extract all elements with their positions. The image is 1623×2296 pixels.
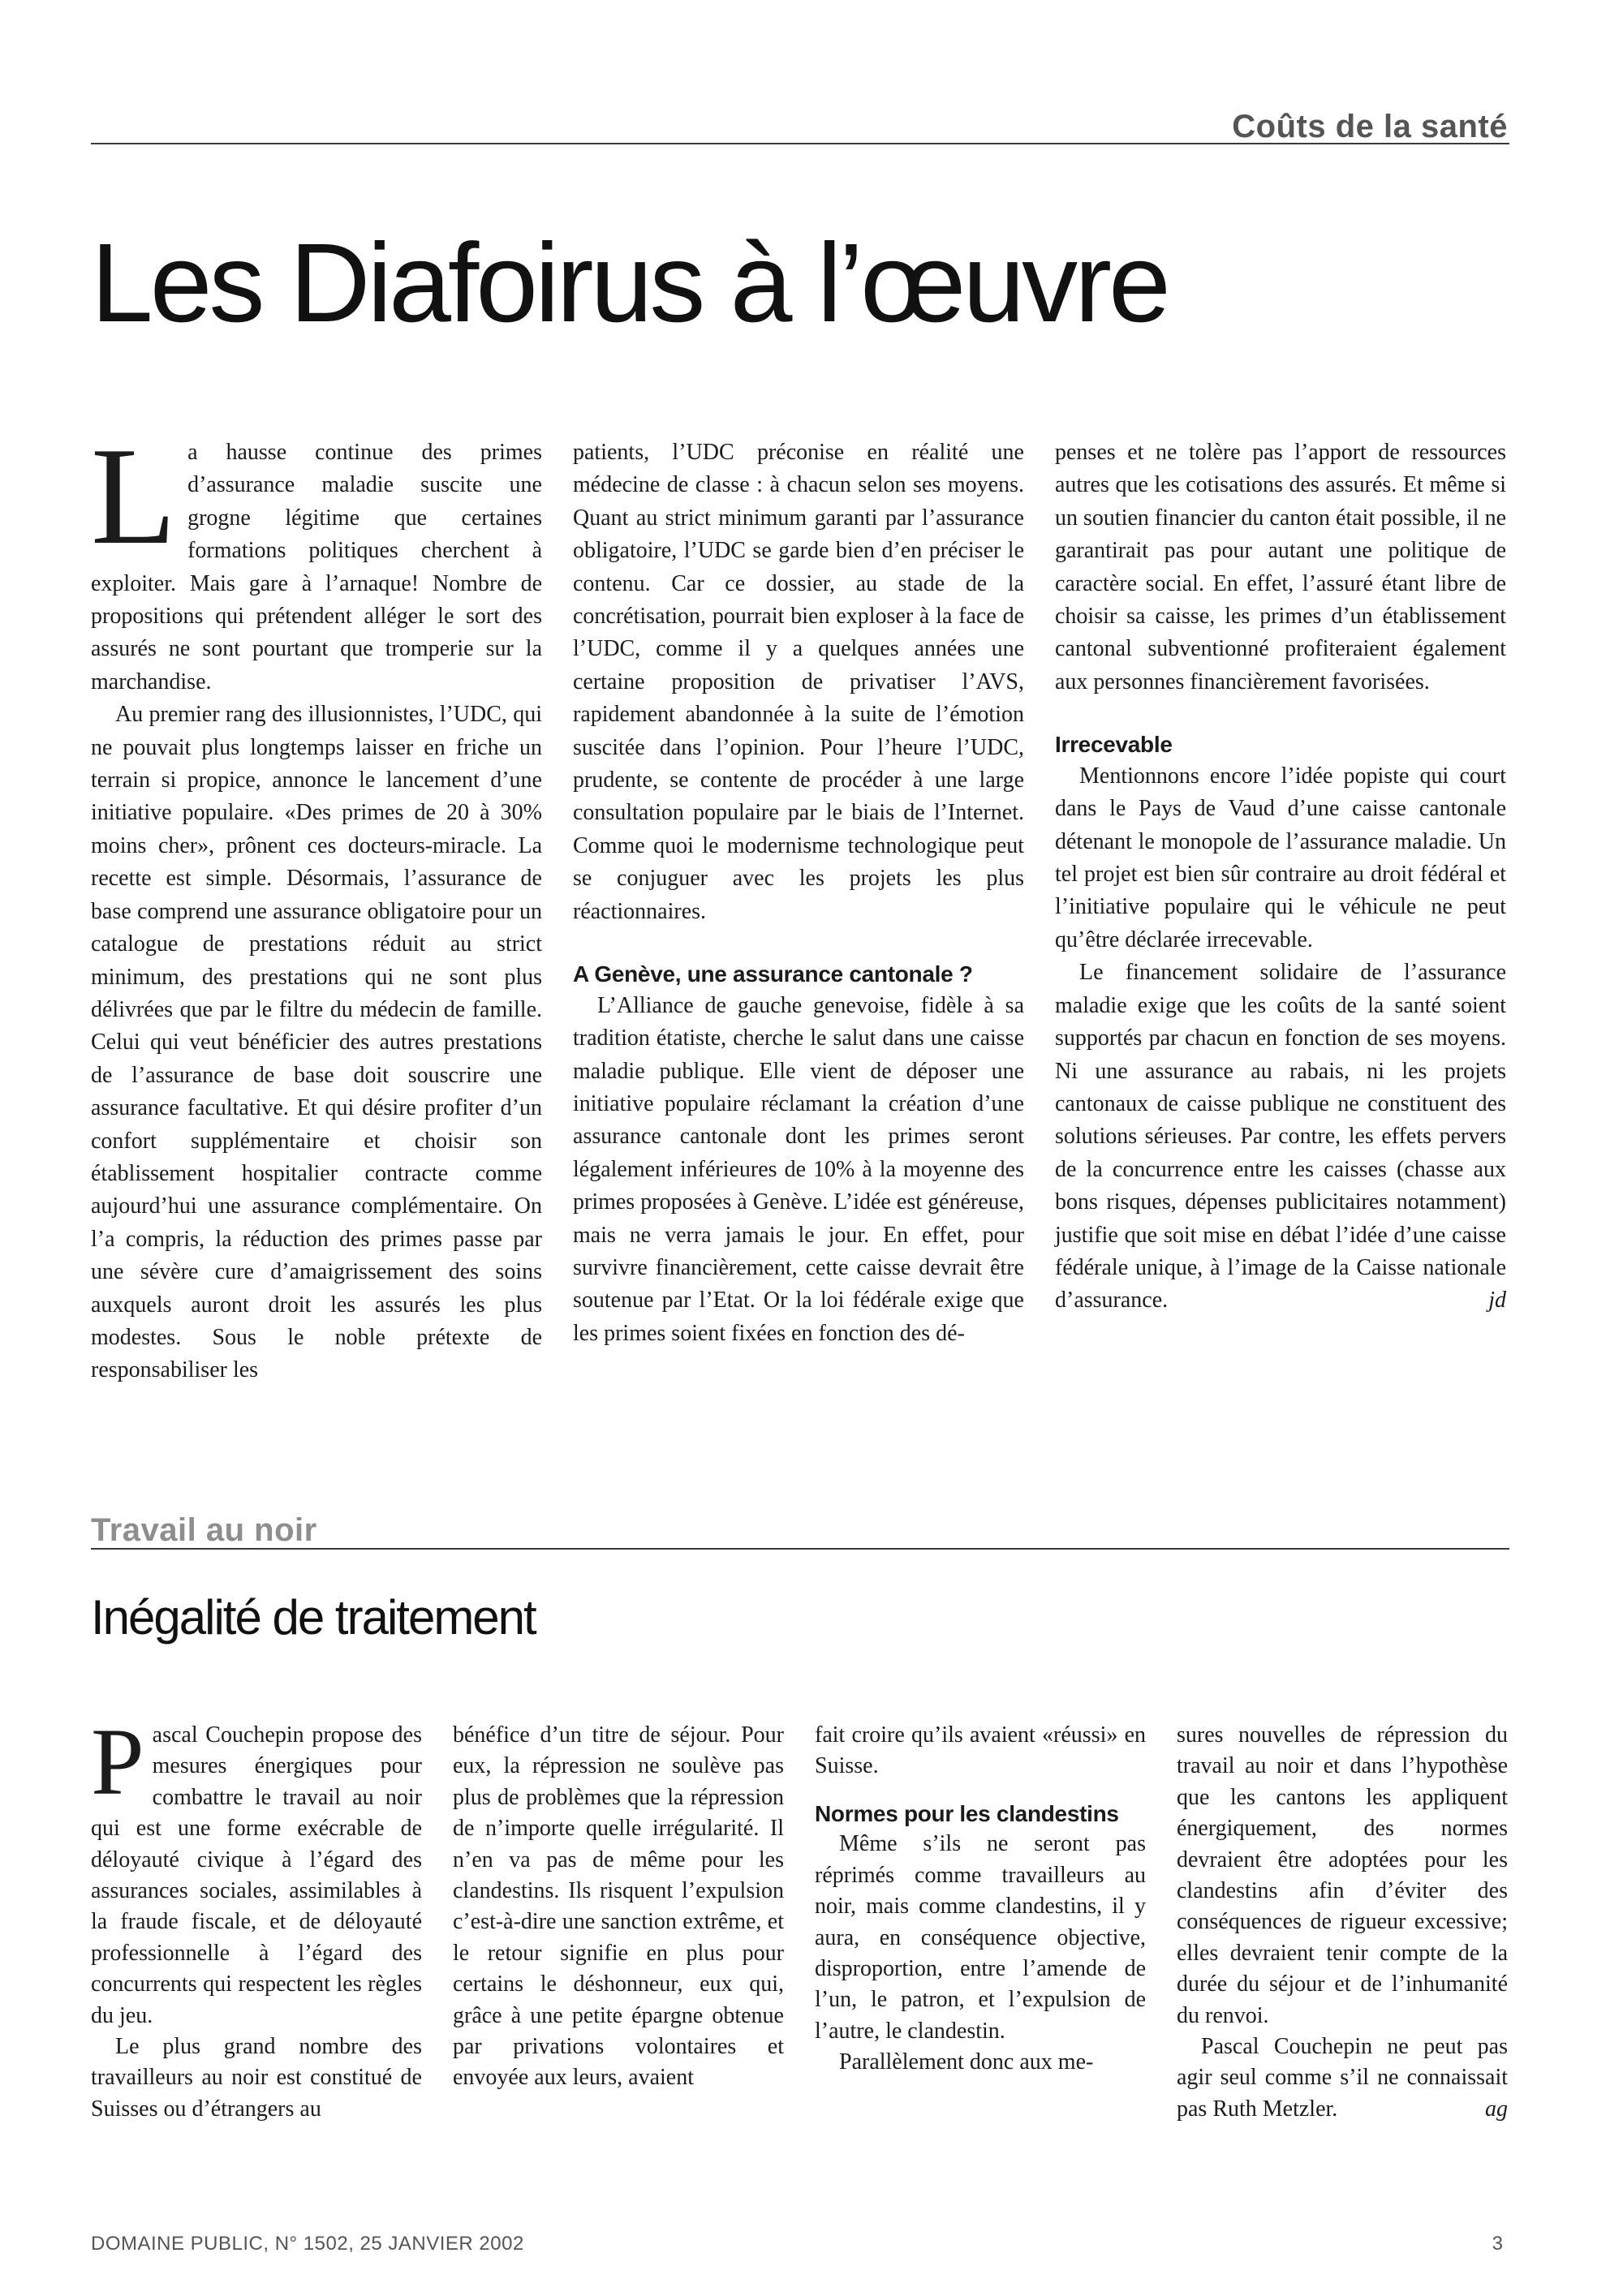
article-paragraph: Le financement solidaire de l’assurance maladie exige que les coûts de la santé soient supportés par chacun en fonction de ses moyens. Ni une assurance au rabais, ni les projets cantonaux de caisse publique ne constituent des solutions sérieuses. Par contre, les effets pervers de la concurrence entre les caisses (chasse aux bons risques, dépenses publicitaires notamment) justifie que soit mise en débat l’idée d’une caisse fédérale unique, à l’image de la Caisse nationale d’assurance. jd [1055, 957, 1506, 1317]
subheading: Normes pour les clandestins [815, 1800, 1119, 1826]
article-paragraph: La hausse continue des primes d’assurance maladie suscite une grogne légitime que certaines formations politiques cherchent à exploiter. Mais gare à l’arnaque! Nombre de propositions qui prétendent alléger le sort des assurés ne sont pourtant que tromperie sur la marchandise. [91, 419, 542, 694]
section-divider [91, 143, 1509, 144]
article-column-1 [91, 1709, 422, 2125]
article-column-3 [815, 1720, 1146, 2079]
page-number: 3 [1492, 2233, 1503, 2255]
article-title: Inégalité de traitement [91, 1590, 536, 1645]
article-paragraph: Le plus grand nombre des travailleurs au noir est constitué de Suisses ou d’étrangers au [91, 2034, 422, 2122]
article-paragraph: penses et ne tolère pas l’apport de ressources autres que les cotisations des assurés. Et même si un soutien financier du canton était possible, il ne garantirait pas pour autant une politique de caractère social. En effet, l’assuré étant libre de choisir sa caisse, les primes d’un établissement cantonal subventionné profiteraient également aux personnes financièrement favorisées. [1055, 440, 1506, 694]
article-paragraph: Parallèlement donc aux me- [839, 2049, 1094, 2075]
article-column-1 [91, 419, 542, 1387]
section-divider [91, 1548, 1509, 1550]
section-rubric: Coûts de la santé [1232, 109, 1508, 144]
author-signature: ag [1485, 2096, 1508, 2122]
article-paragraph: sures nouvelles de répression du travail au noir et dans l’hypothèse que les cantons les appliquent énergiquement, des normes devraient être adoptées pour les clandestins afin d’éviter des conséquences de rigueur excessive; elles devraient tenir compte de la durée du séjour et de l’inhumanité du renvoi. [1177, 1722, 1508, 2028]
subheading: A Genève, une assurance cantonale ? [573, 961, 973, 987]
article-paragraph: Pascal Couchepin propose des mesures énergiques pour combattre le travail au noir qui est une forme exécrable de déloyauté civique à l’égard des assurances sociales, assimilables à la fraude fiscale, et de déloyauté professionnelle à l’égard des concurrents qui respectent les règles du jeu. [91, 1709, 422, 2028]
section-rubric: Travail au noir [91, 1512, 317, 1548]
article-paragraph: fait croire qu’ils avaient «réussi» en Suisse. [815, 1722, 1146, 1779]
publication-footer: DOMAINE PUBLIC, N° 1502, 25 JANVIER 2002 [91, 2233, 524, 2255]
article-column-2 [453, 1720, 784, 2094]
author-signature: jd [1488, 1288, 1506, 1314]
article-paragraph: Même s’ils ne seront pas réprimés comme travailleurs au noir, mais comme clandestins, il y aura, en conséquence objective, disproportion, entre l’amende de l’un, le patron, et l’expulsion de l’autre, le clandestin. [815, 1831, 1146, 2044]
article-column-2 [573, 436, 1024, 1350]
article-paragraph: L’Alliance de gauche genevoise, fidèle à sa tradition étatiste, cherche le salut dans une caisse maladie publique. Elle vient de déposer une initiative populaire réclamant la création d’une assurance cantonale dont les primes seront légalement inférieures de 10% à la moyenne des primes proposées à Genève. L’idée est généreuse, mais ne verra jamais le jour. En effet, pour survivre financièrement, cette caisse devrait être soutenue par l’Etat. Or la loi fédérale exige que les primes soient fixées en fonction des dé- [573, 992, 1024, 1346]
article-paragraph: patients, l’UDC préconise en réalité une médecine de classe : à chacun selon ses moyens. Quant au strict minimum garanti par l’assurance obligatoire, l’UDC se garde bien d’en préciser le contenu. Car ce dossier, au stade de la concrétisation, pourrait bien exploser à la face de l’UDC, comme il y a quelques années une certaine proposition de privatiser l’AVS, rapidement abandonnée à la suite de l’émotion suscitée dans l’opinion. Pour l’heure l’UDC, prudente, se contente de procéder à une large consultation populaire par le biais de l’Internet. Comme quoi le modernisme technologique peut se conjuguer avec les projets les plus réactionnaires. [573, 440, 1024, 924]
article-column-4 [1177, 1720, 1508, 2125]
article-paragraph: Pascal Couchepin ne peut pas agir seul comme s’il ne connaissait pas Ruth Metzler. ag [1177, 2032, 1508, 2125]
article-title: Les Diafoirus à l’œuvre [91, 221, 1168, 346]
article-column-3 [1055, 436, 1506, 1318]
drop-cap: P [91, 1709, 144, 1815]
drop-cap: L [91, 419, 177, 574]
article-paragraph: Mentionnons encore l’idée popiste qui court dans le Pays de Vaud d’une caisse cantonale détenant le monopole de l’assurance maladie. Un tel projet est bien sûr contraire au droit fédéral et l’initiative populaire qui le véhicule ne peut qu’être déclarée irrecevable. [1055, 763, 1506, 952]
article-paragraph: Au premier rang des illusionnistes, l’UDC, qui ne pouvait plus longtemps laisser en friche un terrain si propice, annonce le lancement d’une initiative populaire. «Des primes de 20 à 30% moins cher», prônent ces docteurs-miracle. La recette est simple. Désormais, l’assurance de base comprend une assurance obligatoire pour un catalogue de prestations réduit au strict minimum, des prestations qui ne sont plus délivrées que par le filtre du médecin de famille. Celui qui veut bénéficier des autres prestations de l’assurance de base doit souscrire une assurance facultative. Et qui désire profiter d’un confort supplémentaire et choisir son établissement hospitalier contracte comme aujourd’hui une assurance complémentaire. On l’a compris, la réduction des primes passe par une sévère cure d’amaigrissement des soins auxquels auront droit les assurés les plus modestes. Sous le noble prétexte de responsabiliser les [91, 702, 542, 1383]
article-paragraph: bénéfice d’un titre de séjour. Pour eux, la répression ne soulève pas plus de problèmes que la répression de n’importe quelle irrégularité. Il n’en va pas de même pour les clandestins. Ils risquent l’expulsion c’est-à-dire une sanction extrême, et le retour signifie en plus pour certains le déshonneur, eux qui, grâce à une petite épargne obtenue par privations volontaires et envoyée aux leurs, avaient [453, 1722, 784, 2091]
subheading: Irrecevable [1055, 732, 1173, 758]
